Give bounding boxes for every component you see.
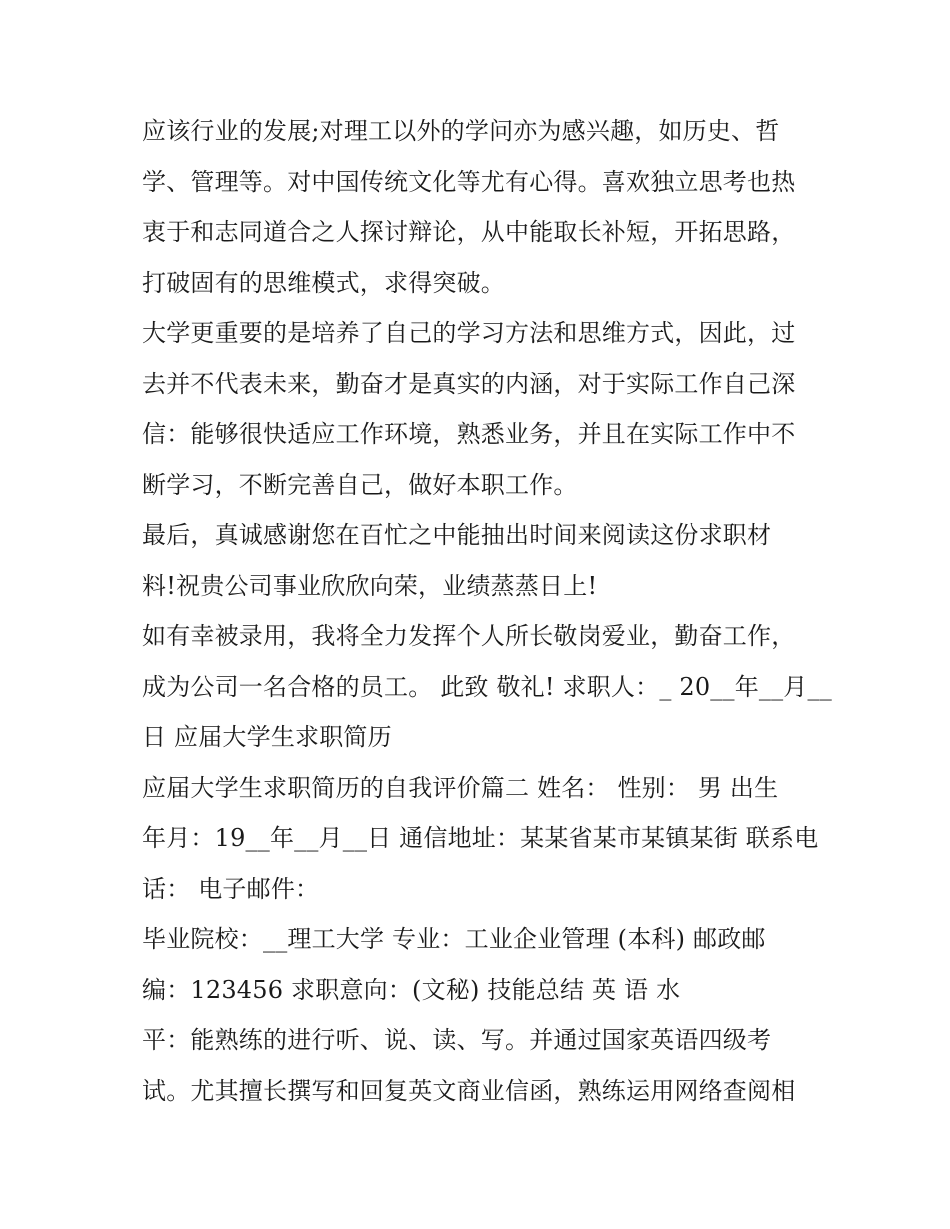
text-line: 信：能够很快适应工作环境，熟悉业务，并且在实际工作中不 xyxy=(142,420,796,448)
text-line: 成为公司一名合格的员工。 此致 敬礼! 求职人：_ 20__年__月__ xyxy=(142,672,832,701)
text-line: 应届大学生求职简历的自我评价篇二 姓名： 性别： 男 出生 xyxy=(142,773,779,802)
text-line: 去并不代表未来，勤奋才是真实的内涵，对于实际工作自己深 xyxy=(142,369,796,398)
text-line: 断学习，不断完善自己，做好本职工作。 xyxy=(142,470,578,499)
text-line: 话： 电子邮件： xyxy=(142,874,320,903)
text-line: 应该行业的发展;对理工以外的学问亦为感兴趣，如历史、哲 xyxy=(142,117,780,145)
text-line: 最后，真诚感谢您在百忙之中能抽出时间来阅读这份求职材 xyxy=(142,521,772,549)
text-line: 平：能熟练的进行听、说、读、写。并通过国家英语四级考 xyxy=(142,1026,772,1054)
text-line: 打破固有的思维模式，求得突破。 xyxy=(142,268,505,297)
text-line: 试。尤其擅长撰写和回复英文商业信函，熟练运用网络查阅相 xyxy=(142,1076,796,1105)
text-line: 年月：19__年__月__日 通信地址：某某省某市某镇某街 联系电 xyxy=(142,824,819,852)
text-line: 编：123456 求职意向：(文秘) 技能总结 英 语 水 xyxy=(142,975,681,1004)
text-line: 毕业院校：__理工大学 专业：工业企业管理 (本科) 邮政邮 xyxy=(142,925,766,953)
text-line: 衷于和志同道合之人探讨辩论，从中能取长补短，开拓思路， xyxy=(142,218,796,246)
text-line: 料!祝贵公司事业欣欣向荣，业绩蒸蒸日上! xyxy=(142,571,598,600)
text-line: 大学更重要的是培养了自己的学习方法和思维方式，因此，过 xyxy=(142,319,796,347)
document-body xyxy=(142,106,832,1116)
text-line: 如有幸被录用，我将全力发挥个人所长敬岗爱业，勤奋工作， xyxy=(142,622,796,650)
text-line: 学、管理等。对中国传统文化等尤有心得。喜欢独立思考也热 xyxy=(142,167,796,196)
text-line: 日 应届大学生求职简历 xyxy=(142,723,392,751)
